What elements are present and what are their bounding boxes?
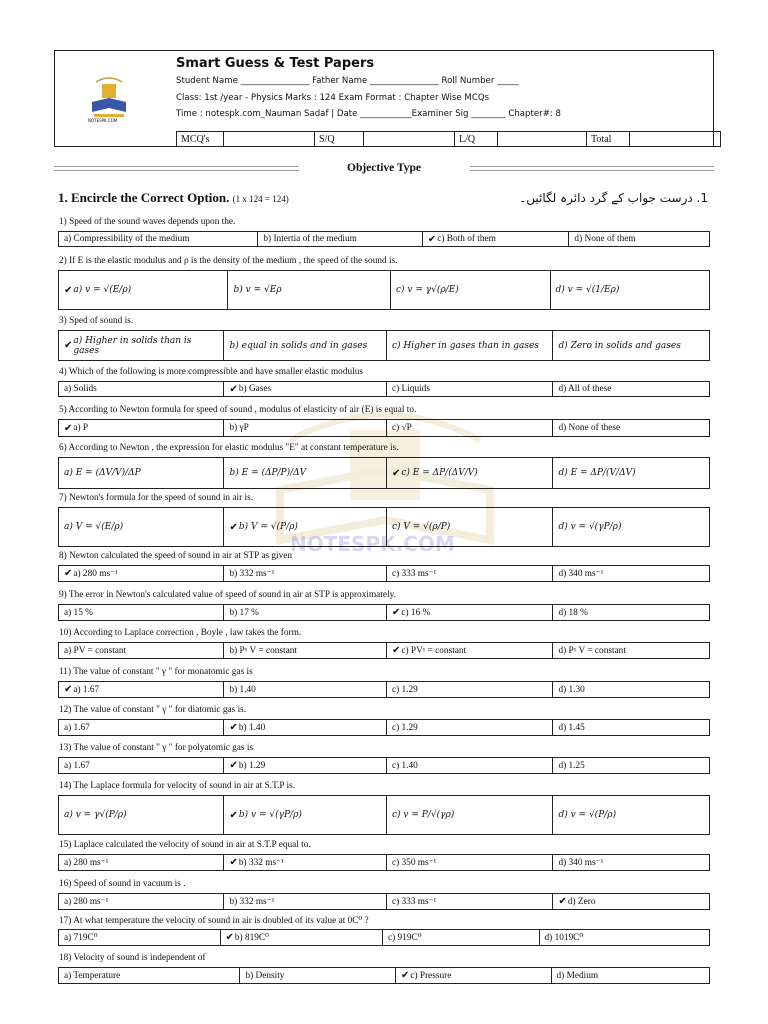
question-text: 11) The value of constant " γ " for monatomic gas is <box>59 667 253 677</box>
option-cell[interactable] <box>553 382 709 396</box>
option-cell[interactable] <box>387 894 553 909</box>
option-cell[interactable] <box>423 232 570 246</box>
options-row <box>58 967 710 984</box>
option-label: a) E = (ΔV/V)/ΔP <box>64 468 141 478</box>
check-icon: ✔ <box>427 233 437 245</box>
option-label: c) Pressure <box>410 970 452 981</box>
question-text: 12) The value of constant " γ " for diatomic gas is. <box>59 705 247 715</box>
option-cell[interactable] <box>224 566 387 581</box>
option-label: a) 280 ms⁻¹ <box>73 569 118 579</box>
option-cell[interactable] <box>387 796 553 834</box>
question-text: 1) Speed of the sound waves depends upon the. <box>59 217 236 227</box>
option-cell[interactable] <box>224 894 387 909</box>
check-icon: ✔ <box>558 896 567 907</box>
question-text: 8) Newton calculated the speed of sound in air at STP as given <box>59 551 293 561</box>
options-row <box>58 757 710 774</box>
option-cell[interactable] <box>387 508 553 546</box>
question-text: 16) Speed of sound in vacuum is . <box>59 879 186 889</box>
option-label: c) V = √(ρ/P) <box>391 522 451 532</box>
option-cell[interactable] <box>224 605 387 620</box>
option-cell[interactable] <box>553 331 709 360</box>
header-line-3: Time : notespk.com_Nauman Sadaf | Date ____________Examiner Sig ________ Chapter#: 8 <box>176 109 561 119</box>
option-label: a) 719C⁰ <box>64 933 98 943</box>
option-cell[interactable] <box>59 420 224 436</box>
option-cell[interactable] <box>59 682 224 697</box>
header-line-1: Student Name ________________ Father Name ________________ Roll Number _____ <box>176 76 519 86</box>
section-title <box>58 190 289 206</box>
option-label: d) E = ΔP/(V/ΔV) <box>558 468 636 478</box>
option-label: a) 1.67 <box>73 684 100 695</box>
option-cell[interactable] <box>59 232 258 246</box>
option-cell[interactable] <box>59 605 224 620</box>
option-cell[interactable] <box>59 720 224 735</box>
option-cell[interactable] <box>224 382 387 396</box>
question-text: 7) Newton's formula for the speed of sound in air is. <box>59 493 254 503</box>
marks-cell: Total <box>587 132 630 147</box>
options-row <box>58 681 710 698</box>
option-cell[interactable] <box>553 720 709 735</box>
option-label: a) v = √(E/ρ) <box>73 285 132 295</box>
option-cell[interactable] <box>224 758 387 773</box>
option-label: b) equal in solids and in gases <box>229 340 368 351</box>
section-marks: (1 x 124 = 124) <box>232 194 289 204</box>
question-text: 9) The error in Newton's calculated value of speed of sound in air at STP is approximately. <box>59 590 396 600</box>
option-label: b) 1.40 <box>229 684 256 695</box>
option-cell[interactable] <box>59 331 224 360</box>
option-label: c) v = P/√(γρ) <box>391 810 455 820</box>
option-cell[interactable] <box>224 508 387 546</box>
option-label: d) 340 ms⁻¹ <box>558 569 604 579</box>
check-icon: ✔ <box>229 722 238 733</box>
check-icon: ✔ <box>225 932 234 943</box>
marks-cell: L/Q <box>455 132 498 147</box>
option-cell[interactable] <box>221 930 384 945</box>
option-label: b) 332 ms⁻¹ <box>238 858 284 868</box>
options-row <box>58 719 710 736</box>
option-cell[interactable] <box>387 758 553 773</box>
book-logo-icon <box>86 72 132 124</box>
option-label: d) 18 % <box>558 607 588 618</box>
option-label: d) None of these <box>558 423 621 433</box>
option-label: d) 340 ms⁻¹ <box>558 858 604 868</box>
option-label: a) 15 % <box>64 607 93 618</box>
check-icon: ✔ <box>64 568 73 579</box>
option-label: a) PV = constant <box>64 645 127 656</box>
option-cell[interactable] <box>224 458 387 488</box>
option-label: a) Temperature <box>64 970 121 981</box>
option-label: c) 919C⁰ <box>388 933 422 943</box>
question-text: 15) Laplace calculated the velocity of sound in air at S.T.P equal to. <box>59 840 311 850</box>
option-label: d) 1.30 <box>558 684 585 695</box>
header-line-2: Class: 1st /year - Physics Marks : 124 Exam Format : Chapter Wise MCQs <box>176 93 490 103</box>
option-cell[interactable] <box>553 855 709 870</box>
question-text: 5) According to Newton formula for speed of sound , modulus of elasticity of air (E) is equal to. <box>59 405 417 415</box>
check-icon: ✔ <box>391 607 401 618</box>
option-cell[interactable] <box>552 968 710 983</box>
option-cell[interactable] <box>553 420 709 436</box>
option-cell[interactable] <box>224 420 387 436</box>
option-cell[interactable] <box>387 458 553 488</box>
option-label: c) Higher in gases than in gases <box>391 340 539 351</box>
option-label: c) √P <box>391 423 412 433</box>
option-cell[interactable] <box>387 720 553 735</box>
options-row <box>58 330 710 361</box>
check-icon: ✔ <box>64 340 73 351</box>
option-label: a) 1.67 <box>64 722 90 733</box>
option-cell[interactable] <box>553 458 709 488</box>
option-cell[interactable] <box>59 382 224 396</box>
option-label: a) 1.67 <box>64 760 90 771</box>
option-cell[interactable] <box>224 855 387 870</box>
options-row <box>58 893 710 910</box>
option-label: c) 1.29 <box>391 684 418 695</box>
option-label: a) P <box>73 423 89 433</box>
option-cell[interactable] <box>224 720 387 735</box>
option-label: c) 333 ms⁻¹ <box>391 569 437 579</box>
option-cell[interactable] <box>387 331 553 360</box>
question-text: 17) At what temperature the velocity of sound in air is doubled of its value at 0C⁰ ? <box>59 916 369 926</box>
option-cell[interactable] <box>553 508 709 546</box>
option-label: d) Zero in solids and gases <box>558 340 681 351</box>
option-cell[interactable] <box>59 894 224 909</box>
option-label: a) 280 ms⁻¹ <box>64 858 109 868</box>
option-cell[interactable] <box>258 232 423 246</box>
option-label: d) v = √(γP/ρ) <box>558 522 622 532</box>
options-row <box>58 457 710 489</box>
urdu-instruction: 1. درست جواب کے گرد دائرہ لگائیں۔ <box>519 191 708 205</box>
option-cell[interactable] <box>396 968 552 983</box>
option-cell[interactable] <box>553 758 709 773</box>
question-text: 14) The Laplace formula for velocity of sound in air at S.T.P is. <box>59 781 296 791</box>
option-cell[interactable] <box>224 796 387 834</box>
options-row <box>58 795 710 835</box>
option-label: b) Density <box>245 970 285 981</box>
option-cell[interactable] <box>59 566 224 581</box>
check-icon: ✔ <box>229 383 238 395</box>
option-cell[interactable] <box>553 682 709 697</box>
option-cell[interactable] <box>553 796 709 834</box>
options-row <box>58 231 710 247</box>
marks-table <box>176 131 721 147</box>
check-icon: ✔ <box>391 645 401 656</box>
option-cell[interactable] <box>387 855 553 870</box>
check-icon: ✔ <box>391 467 401 479</box>
option-cell[interactable] <box>387 605 553 620</box>
option-label: b) v = √Eρ <box>233 285 282 295</box>
option-label: c) PVᵞ = constant <box>401 645 467 656</box>
option-label: d) Pᵞ V = constant <box>558 645 626 656</box>
option-label: a) v = γ√(P/ρ) <box>64 810 127 820</box>
option-label: d) All of these <box>558 384 612 394</box>
option-label: d) Medium <box>556 970 599 981</box>
option-label: d) v = √(1/Eρ) <box>555 285 620 295</box>
check-icon: ✔ <box>229 809 238 821</box>
option-label: d) 1019C⁰ <box>544 933 584 943</box>
option-cell[interactable] <box>228 271 391 309</box>
option-cell[interactable] <box>59 271 228 309</box>
option-label: c) 16 % <box>401 607 431 618</box>
option-cell[interactable] <box>553 894 709 909</box>
option-label: c) 1.40 <box>391 760 418 771</box>
marks-cell: S/Q <box>315 132 364 147</box>
check-icon: ✔ <box>64 684 73 695</box>
option-label: a) Solids <box>64 384 97 394</box>
options-row <box>58 381 710 397</box>
option-cell[interactable] <box>551 271 710 309</box>
option-label: d) None of them <box>574 234 636 244</box>
question-text: 4) Which of the following is more compressible and have smaller elastic modulus <box>59 367 363 377</box>
check-icon: ✔ <box>64 422 73 434</box>
option-label: b) Gases <box>238 384 272 394</box>
question-text: 3) Sped of sound is. <box>59 316 134 326</box>
option-cell[interactable] <box>391 271 551 309</box>
options-row <box>58 507 710 547</box>
option-label: a) Higher in solids than is gases <box>73 335 192 356</box>
options-row <box>58 604 710 621</box>
check-icon: ✔ <box>64 284 73 296</box>
option-label: c) 1.29 <box>391 722 418 733</box>
marks-cell <box>224 132 315 147</box>
check-icon: ✔ <box>229 521 238 533</box>
option-label: c) Both of them <box>437 234 496 244</box>
question-text: 13) The value of constant " γ " for polyatomic gas is <box>59 743 254 753</box>
option-label: a) V = √(E/ρ) <box>64 522 124 532</box>
option-cell[interactable] <box>224 682 387 697</box>
question-text: 6) According to Newton , the expression for elastic modulus "E" at constant temperature is. <box>59 443 399 453</box>
option-cell[interactable] <box>224 331 387 360</box>
option-label: b) Intertia of the medium <box>263 234 357 244</box>
section-title-text: 1. Encircle the Correct Option. <box>58 190 230 205</box>
option-label: b) E = (ΔP/P)/ΔV <box>229 468 307 478</box>
option-label: c) E = ΔP/(ΔV/V) <box>401 468 478 478</box>
question-text: 10) According to Laplace correction , Boyle , law takes the form. <box>59 628 302 638</box>
option-label: b) 332 ms⁻¹ <box>229 569 275 579</box>
option-label: b) 819C⁰ <box>234 933 269 943</box>
option-cell[interactable] <box>387 643 553 658</box>
options-row <box>58 270 710 310</box>
options-row <box>58 929 710 946</box>
option-cell[interactable] <box>387 382 553 396</box>
option-cell[interactable] <box>59 508 224 546</box>
objective-title: Objective Type <box>347 162 421 174</box>
logo-caption: NOTESPK.COM <box>88 118 118 123</box>
option-cell[interactable] <box>59 930 221 945</box>
option-cell[interactable] <box>553 643 709 658</box>
option-cell[interactable] <box>59 758 224 773</box>
header-title: Smart Guess & Test Papers <box>176 56 375 71</box>
question-text: 2) If E is the elastic modulus and ρ is the density of the medium , the speed of the sound is. <box>59 256 398 266</box>
marks-cell <box>630 132 721 147</box>
options-row <box>58 642 710 659</box>
check-icon: ✔ <box>400 970 410 981</box>
option-label: b) 17 % <box>229 607 259 618</box>
option-cell[interactable] <box>387 682 553 697</box>
option-cell[interactable] <box>59 458 224 488</box>
option-label: b) V = √(P/ρ) <box>238 522 298 532</box>
option-label: b) 1.29 <box>238 760 266 771</box>
option-label: b) 1.40 <box>238 722 266 733</box>
option-cell[interactable] <box>383 930 540 945</box>
question-text: 18) Velocity of sound is independent of <box>59 953 206 963</box>
option-label: c) Liquids <box>391 384 430 394</box>
option-cell[interactable] <box>387 566 553 581</box>
marks-cell <box>498 132 587 147</box>
option-cell[interactable] <box>59 796 224 834</box>
option-label: d) Zero <box>567 896 596 907</box>
option-cell[interactable] <box>553 566 709 581</box>
option-cell[interactable] <box>553 605 709 620</box>
option-label: c) 350 ms⁻¹ <box>391 858 437 868</box>
option-label: a) Compressibility of the medium <box>64 234 190 244</box>
option-cell[interactable] <box>59 968 240 983</box>
check-icon: ✔ <box>229 760 238 771</box>
marks-cell: MCQ's <box>177 132 224 147</box>
option-label: b) Pᵞ V = constant <box>229 645 297 656</box>
option-cell[interactable] <box>240 968 396 983</box>
option-label: b) γP <box>229 423 249 433</box>
options-row <box>58 565 710 582</box>
option-label: d) 1.25 <box>558 760 585 771</box>
option-cell[interactable] <box>387 420 553 436</box>
option-cell[interactable] <box>224 643 387 658</box>
options-row <box>58 854 710 871</box>
option-cell[interactable] <box>569 232 709 246</box>
option-cell[interactable] <box>59 643 224 658</box>
option-label: c) v = γ√(ρ/E) <box>395 285 459 295</box>
option-label: a) 280 ms⁻¹ <box>64 897 109 907</box>
option-label: b) 332 ms⁻¹ <box>229 897 275 907</box>
option-cell[interactable] <box>59 855 224 870</box>
check-icon: ✔ <box>229 857 238 868</box>
option-cell[interactable] <box>540 930 709 945</box>
option-label: c) 333 ms⁻¹ <box>391 897 437 907</box>
option-label: d) 1.45 <box>558 722 585 733</box>
option-label: d) v = √(P/ρ) <box>558 810 617 820</box>
watermark-text: NOTESPK.COM <box>290 532 455 556</box>
options-row <box>58 419 710 437</box>
option-label: b) v = √(γP/ρ) <box>238 810 302 820</box>
marks-cell <box>364 132 455 147</box>
